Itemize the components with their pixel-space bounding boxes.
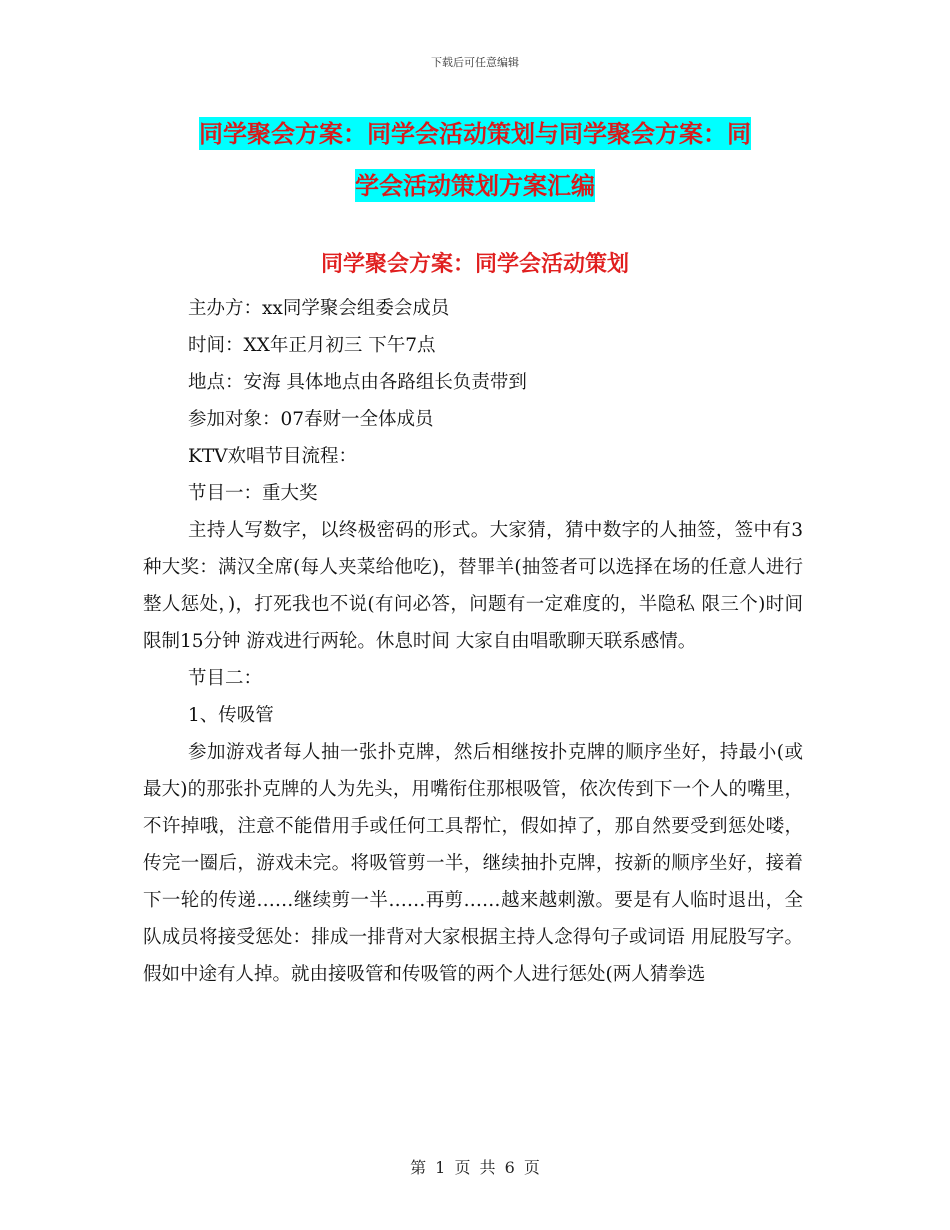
organizer-line: 主办方：xx同学聚会组委会成员 [188, 298, 450, 319]
page-header: 下载后可任意编辑 [431, 56, 519, 69]
game-1-paragraph: 参加游戏者每人抽一张扑克牌，然后相继按扑克牌的顺序坐好，持最小(或最大)的那张扑克牌的人为先头，用嘴衔住那根吸管，依次传到下一个人的嘴里，不许掉哦，注意不能借用手或任何工具帮忙，假如掉了，那自然要受到惩处喽，传完一圈后，游戏未完。将吸管剪一半，继续抽扑克牌，按新的顺序坐好，接着下一轮的传递……继续剪一半……再剪……越来越刺激。要是有人临时退出，全队成员将接受惩处：排成一排背对大家根据主持人念得句子或词语 用屁股写字。假如中途有人掉。就由接吸管和传吸管的两个人进行惩处(两人猜拳选 [143, 742, 803, 985]
time-line: 时间：XX年正月初三 下午7点 [188, 335, 436, 356]
program-heading: KTV欢唱节目流程： [188, 446, 358, 467]
program-2-heading: 节目二： [188, 668, 263, 689]
title-line-2: 学会活动策划方案汇编 [355, 171, 595, 200]
document-body [143, 290, 803, 993]
document-title [150, 108, 800, 212]
game-1-heading: 1、传吸管 [188, 705, 274, 726]
section-title: 同学聚会方案：同学会活动策划 [320, 251, 629, 277]
location-line: 地点：安海 具体地点由各路组长负责带到 [188, 372, 527, 393]
participants-line: 参加对象：07春财一全体成员 [188, 409, 434, 430]
title-line-1: 同学聚会方案：同学会活动策划与同学聚会方案：同 [199, 119, 751, 148]
program-1-paragraph: 主持人写数字，以终极密码的形式。大家猜，猜中数字的人抽签，签中有3种大奖：满汉全席(每人夹菜给他吃)，替罪羊(抽签者可以选择在场的任意人进行整人惩处，)，打死我也不说(有问必答，问题有一定难度的，半隐私 限三个)时间限制15分钟 游戏进行两轮。休息时间 大家自由唱歌聊天联系感情。 [143, 520, 803, 652]
page-footer: 第 1 页 共 6 页 [410, 1158, 540, 1177]
program-1-heading: 节目一：重大奖 [188, 483, 318, 504]
